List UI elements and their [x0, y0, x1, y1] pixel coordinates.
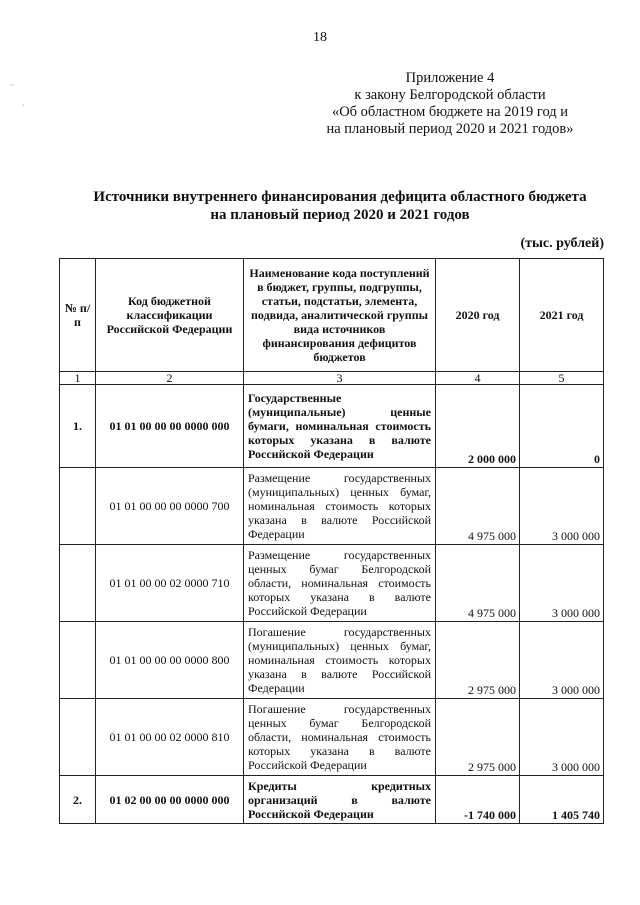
- appendix-line: на плановый период 2020 и 2021 годов»: [326, 121, 574, 137]
- budget-code: 01 01 00 00 00 0000 000: [96, 385, 244, 468]
- value-2021: 0: [520, 385, 604, 468]
- header-num: № п/п: [60, 259, 96, 372]
- code-description: Размещение государственных ценных бумаг Белгородской области, номинальная стоимость которых указана в валюте Российской Федерации: [244, 545, 436, 622]
- table-row: [60, 699, 604, 776]
- document-title: [60, 188, 620, 224]
- code-description: Государственные (муниципальные) ценные бумаги, номинальная стоимость которых указана в валюте Российской Федерации: [244, 385, 436, 468]
- row-number: [60, 699, 96, 776]
- column-index: 1: [60, 372, 96, 385]
- appendix-line: «Об областном бюджете на 2019 год и: [331, 104, 569, 120]
- value-2020: 2 975 000: [436, 699, 520, 776]
- title-line: на плановый период 2020 и 2021 годов: [210, 207, 470, 223]
- value-2021: 3 000 000: [520, 468, 604, 545]
- budget-code: 01 01 00 00 02 0000 710: [96, 545, 244, 622]
- budget-code: 01 01 00 00 00 0000 700: [96, 468, 244, 545]
- value-2021: 3 000 000: [520, 622, 604, 699]
- scan-mark: ∙: [22, 100, 25, 110]
- scan-mark: ∙∙: [10, 80, 15, 90]
- budget-code: 01 01 00 00 02 0000 810: [96, 699, 244, 776]
- row-number: [60, 468, 96, 545]
- row-number: [60, 622, 96, 699]
- financing-table: [59, 258, 604, 824]
- row-number: 1.: [60, 385, 96, 468]
- value-2021: 3 000 000: [520, 545, 604, 622]
- value-2020: 2 000 000: [436, 385, 520, 468]
- table-row: [60, 776, 604, 824]
- value-2020: -1 740 000: [436, 776, 520, 824]
- row-number: 2.: [60, 776, 96, 824]
- budget-code: 01 02 00 00 00 0000 000: [96, 776, 244, 824]
- code-description: Кредиты кредитных организаций в валюте Российской Федерации: [244, 776, 436, 824]
- row-number: [60, 545, 96, 622]
- column-index: 5: [520, 372, 604, 385]
- header-2020: 2020 год: [436, 259, 520, 372]
- units-label: (тыс. рублей): [520, 236, 604, 251]
- header-name: Наименование кода поступлений в бюджет, группы, подгруппы, статьи, подстатьи, элемента, подвида, аналитической группы вида источников финансирования дефицитов бюджетов: [244, 259, 436, 372]
- code-description: Погашение государственных (муниципальных) ценных бумаг, номинальная стоимость которых указана в валюте Российской Федерации: [244, 622, 436, 699]
- column-index: 3: [244, 372, 436, 385]
- appendix-line: к закону Белгородской области: [354, 87, 546, 103]
- table-row: [60, 385, 604, 468]
- title-line: Источники внутреннего финансирования дефицита областного бюджета: [93, 189, 587, 205]
- value-2020: 4 975 000: [436, 468, 520, 545]
- value-2021: 1 405 740: [520, 776, 604, 824]
- column-index-row: [60, 372, 604, 385]
- table-header-row: [60, 259, 604, 372]
- value-2020: 2 975 000: [436, 622, 520, 699]
- table-row: [60, 468, 604, 545]
- table-row: [60, 545, 604, 622]
- code-description: Размещение государственных (муниципальных) ценных бумаг, номинальная стоимость которых указана в валюте Российской Федерации: [244, 468, 436, 545]
- column-index: 2: [96, 372, 244, 385]
- value-2020: 4 975 000: [436, 545, 520, 622]
- code-description: Погашение государственных ценных бумаг Белгородской области, номинальная стоимость которых указана в валюте Российской Федерации: [244, 699, 436, 776]
- header-2021: 2021 год: [520, 259, 604, 372]
- value-2021: 3 000 000: [520, 699, 604, 776]
- appendix-header: [300, 70, 600, 138]
- column-index: 4: [436, 372, 520, 385]
- appendix-line: Приложение 4: [405, 70, 495, 86]
- budget-code: 01 01 00 00 00 0000 800: [96, 622, 244, 699]
- header-code: Код бюджетной классификации Российской Федерации: [96, 259, 244, 372]
- table-row: [60, 622, 604, 699]
- page-number: 18: [313, 30, 327, 45]
